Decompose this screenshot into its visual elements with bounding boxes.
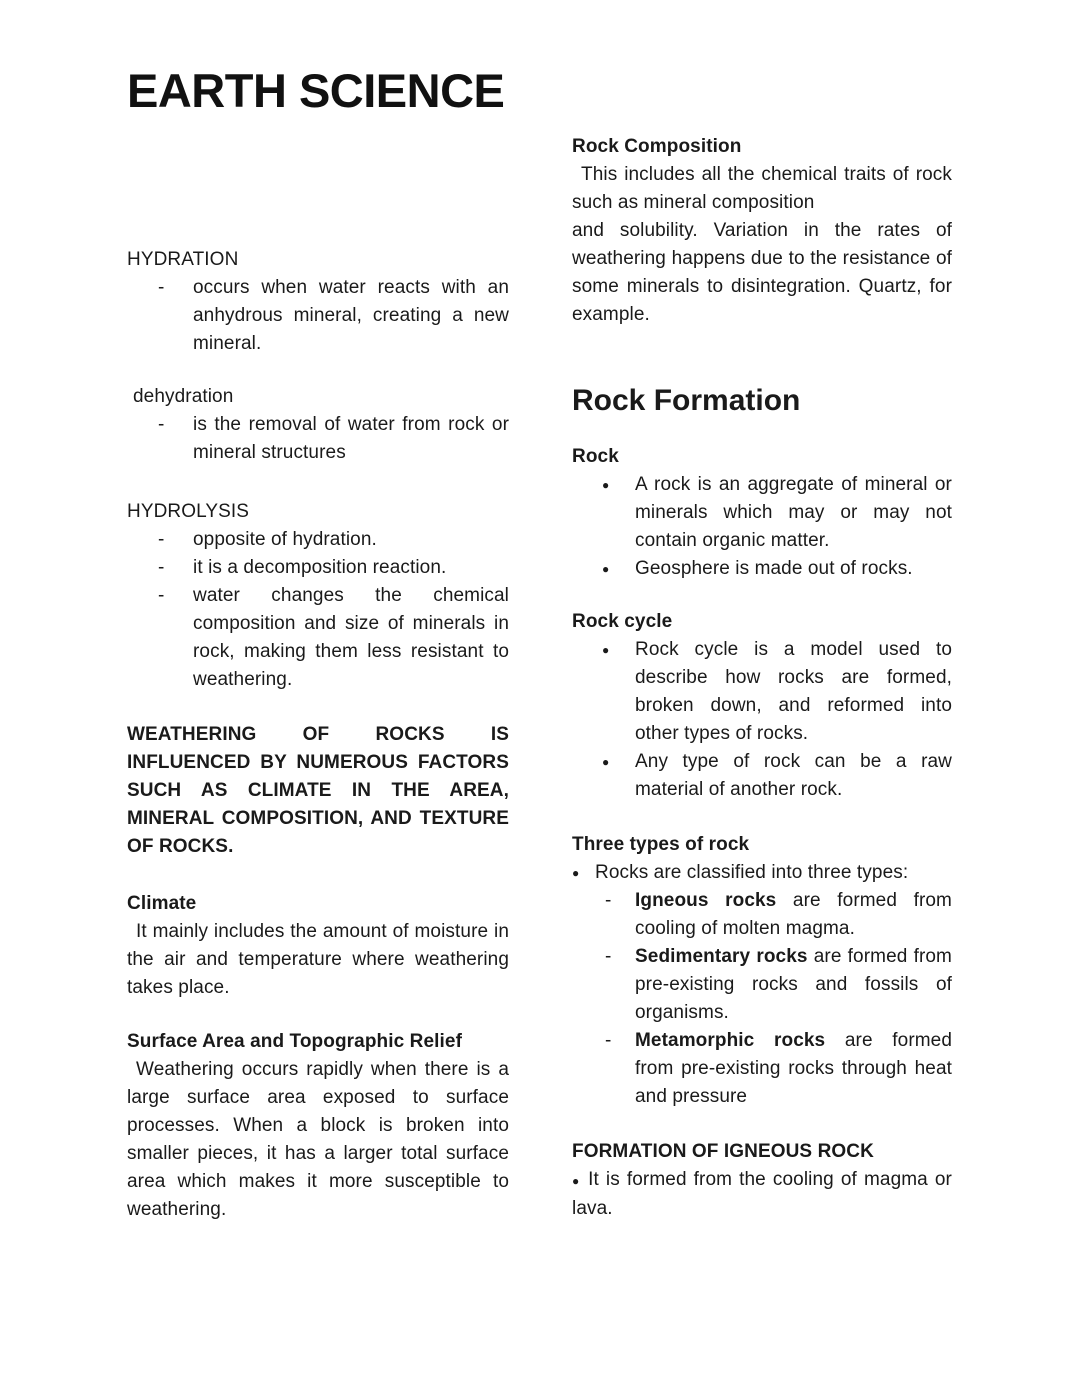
dot-bullet-icon: ● bbox=[572, 1174, 582, 1188]
list-item-text: it is a decomposition reaction. bbox=[193, 557, 447, 578]
rock-type-desc: are formed from pre-existing rocks and fossils of organisms. bbox=[635, 946, 952, 1023]
section-climate bbox=[127, 890, 509, 1002]
dash-bullet-icon: - bbox=[158, 414, 165, 435]
term-hydrolysis: HYDROLYSIS bbox=[127, 501, 250, 522]
list-item-text: Geosphere is made out of rocks. bbox=[635, 558, 913, 579]
igneous-formation-body bbox=[572, 1166, 952, 1223]
left-column bbox=[127, 0, 509, 1224]
heading-three-types: Three types of rock bbox=[572, 834, 750, 855]
heading-igneous-formation: FORMATION OF IGNEOUS ROCK bbox=[572, 1141, 874, 1162]
dash-bullet-icon: - bbox=[605, 1030, 612, 1051]
dash-bullet-icon: - bbox=[158, 557, 165, 578]
list-item-text bbox=[635, 887, 952, 943]
rock-composition-body-2: and solubility. Variation in the rates of weathering happens due to the resistance of some minerals to disintegration. Quartz, for example. bbox=[572, 220, 952, 325]
list-item bbox=[127, 526, 509, 554]
section-hydrolysis bbox=[127, 498, 509, 694]
list-item-text: opposite of hydration. bbox=[193, 529, 377, 550]
weathering-note: WEATHERING OF ROCKS IS INFLUENCED BY NUMEROUS FACTORS SUCH AS CLIMATE IN THE AREA, MINERAL COMPOSITION, AND TEXTURE OF ROCKS. bbox=[127, 724, 509, 857]
dash-bullet-icon: - bbox=[158, 585, 165, 606]
dot-bullet-icon: ● bbox=[602, 755, 610, 769]
igneous-formation-text: It is formed from the cooling of magma or lava. bbox=[572, 1169, 952, 1219]
list-item bbox=[127, 554, 509, 582]
dash-bullet-icon: - bbox=[605, 890, 612, 911]
heading-rock: Rock bbox=[572, 446, 619, 467]
list-item bbox=[572, 1027, 952, 1111]
list-item bbox=[127, 411, 509, 467]
heading-climate: Climate bbox=[127, 893, 197, 914]
surface-area-body: Weathering occurs rapidly when there is a large surface area exposed to surface processes. When a block is broken into smaller pieces, it has a larger total surface area which makes it more susceptible to weathering. bbox=[127, 1059, 509, 1220]
list-item-text bbox=[635, 1027, 952, 1111]
rock-composition-body-1: This includes all the chemical traits of rock such as mineral composition bbox=[572, 164, 952, 213]
list-item bbox=[127, 274, 509, 358]
list-item bbox=[572, 555, 952, 583]
list-item bbox=[572, 859, 952, 887]
section-heading-rock-formation: Rock Formation bbox=[572, 384, 801, 417]
rock-type-name: Metamorphic rocks bbox=[635, 1030, 826, 1051]
dash-bullet-icon: - bbox=[158, 277, 165, 298]
dash-bullet-icon: - bbox=[158, 529, 165, 550]
list-item bbox=[572, 943, 952, 1027]
dot-bullet-icon: ● bbox=[572, 866, 580, 880]
dot-bullet-icon: ● bbox=[602, 643, 610, 657]
dot-bullet-icon: ● bbox=[602, 562, 610, 576]
heading-rock-cycle: Rock cycle bbox=[572, 611, 673, 632]
heading-rock-composition: Rock Composition bbox=[572, 136, 742, 157]
list-item-text: is the removal of water from rock or mineral structures bbox=[193, 414, 509, 463]
list-item bbox=[572, 636, 952, 748]
list-item bbox=[572, 887, 952, 943]
right-column bbox=[572, 0, 952, 1223]
section-dehydration bbox=[127, 383, 509, 467]
section-rock-composition bbox=[572, 133, 952, 329]
section-rock-cycle bbox=[572, 608, 952, 804]
list-item bbox=[572, 471, 952, 555]
list-item-text bbox=[635, 943, 952, 1027]
dot-bullet-icon: ● bbox=[602, 478, 610, 492]
list-item-text: occurs when water reacts with an anhydrous mineral, creating a new mineral. bbox=[193, 277, 509, 354]
term-dehydration: dehydration bbox=[133, 386, 234, 407]
section-hydration bbox=[127, 246, 509, 358]
section-surface-area bbox=[127, 1028, 509, 1224]
list-item bbox=[127, 582, 509, 694]
rock-type-desc: are formed from pre-existing rocks through heat and pressure bbox=[635, 1030, 953, 1107]
list-item-text: Any type of rock can be a raw material of another rock. bbox=[635, 751, 952, 800]
list-item-text: water changes the chemical composition and size of minerals in rock, making them less resistant to weathering. bbox=[193, 585, 509, 690]
list-item-text: A rock is an aggregate of mineral or minerals which may or may not contain organic matter. bbox=[635, 474, 952, 551]
rock-type-desc: are formed from cooling of molten magma. bbox=[635, 890, 952, 939]
climate-body: It mainly includes the amount of moisture in the air and temperature where weathering takes place. bbox=[127, 921, 509, 998]
three-types-intro: Rocks are classified into three types: bbox=[595, 862, 909, 883]
page-title: EARTH SCIENCE bbox=[127, 64, 505, 117]
rock-type-name: Sedimentary rocks bbox=[635, 946, 808, 967]
section-rock bbox=[572, 443, 952, 583]
heading-surface-area: Surface Area and Topographic Relief bbox=[127, 1031, 463, 1052]
section-igneous-formation bbox=[572, 1138, 952, 1223]
rock-type-name: Igneous rocks bbox=[635, 890, 777, 911]
section-three-types bbox=[572, 831, 952, 1111]
dash-bullet-icon: - bbox=[605, 946, 612, 967]
list-item bbox=[572, 748, 952, 804]
term-hydration: HYDRATION bbox=[127, 249, 239, 270]
list-item-text: Rock cycle is a model used to describe how rocks are formed, broken down, and reformed into other types of rocks. bbox=[635, 639, 952, 744]
